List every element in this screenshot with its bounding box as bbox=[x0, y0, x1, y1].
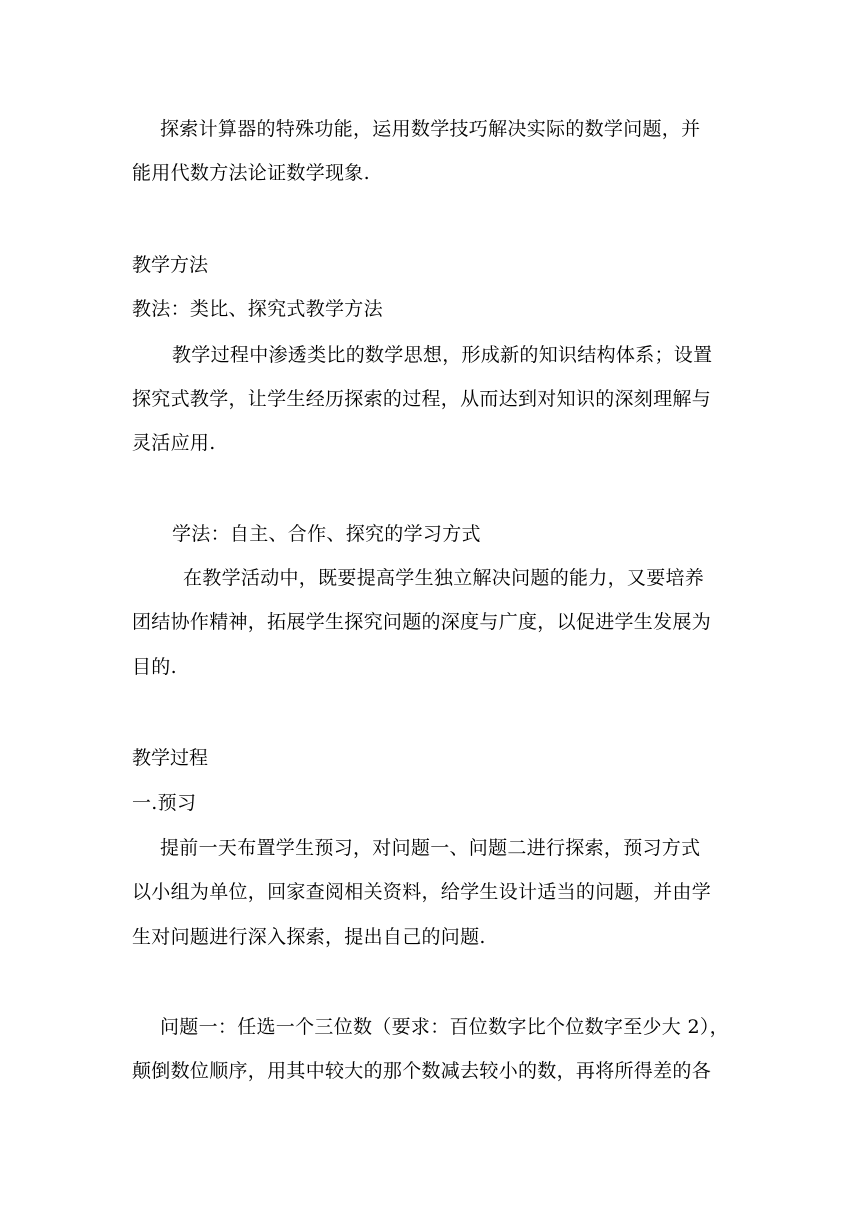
intro-line-2: 能用代数方法论证数学现象. bbox=[132, 162, 370, 184]
problem-one-line-1: 问题一：任选一个三位数（要求：百位数字比个位数字至少大 2）， bbox=[160, 1016, 729, 1038]
learn-method-label: 学法：自主、合作、探究的学习方式 bbox=[172, 523, 481, 545]
teach-paragraph-line-3: 灵活应用. bbox=[132, 432, 216, 454]
intro-line-1: 探索计算器的特殊功能，运用数学技巧解决实际的数学问题，并 bbox=[160, 118, 701, 140]
subheading-preview: 一.预习 bbox=[132, 792, 197, 814]
preview-paragraph-line-2: 以小组为单位，回家查阅相关资料，给学生设计适当的问题，并由学 bbox=[132, 881, 712, 903]
teach-method-label: 教法：类比、探究式教学方法 bbox=[132, 298, 383, 320]
heading-teaching-process: 教学过程 bbox=[132, 747, 209, 769]
learn-paragraph-line-1: 在教学活动中，既要提高学生独立解决问题的能力，又要培养 bbox=[183, 567, 705, 589]
problem-one-line-2: 颠倒数位顺序，用其中较大的那个数减去较小的数，再将所得差的各 bbox=[132, 1060, 712, 1082]
teach-paragraph-line-1: 教学过程中渗透类比的数学思想，形成新的知识结构体系；设置 bbox=[172, 344, 713, 366]
preview-paragraph-line-1: 提前一天布置学生预习，对问题一、问题二进行探索，预习方式 bbox=[160, 837, 701, 859]
learn-paragraph-line-2: 团结协作精神，拓展学生探究问题的深度与广度，以促进学生发展为 bbox=[132, 611, 712, 633]
learn-paragraph-line-3: 目的. bbox=[132, 656, 177, 678]
preview-paragraph-line-3: 生对问题进行深入探索，提出自己的问题. bbox=[132, 926, 486, 948]
heading-teaching-method: 教学方法 bbox=[132, 254, 209, 276]
teach-paragraph-line-2: 探究式教学，让学生经历探索的过程，从而达到对知识的深刻理解与 bbox=[132, 388, 712, 410]
